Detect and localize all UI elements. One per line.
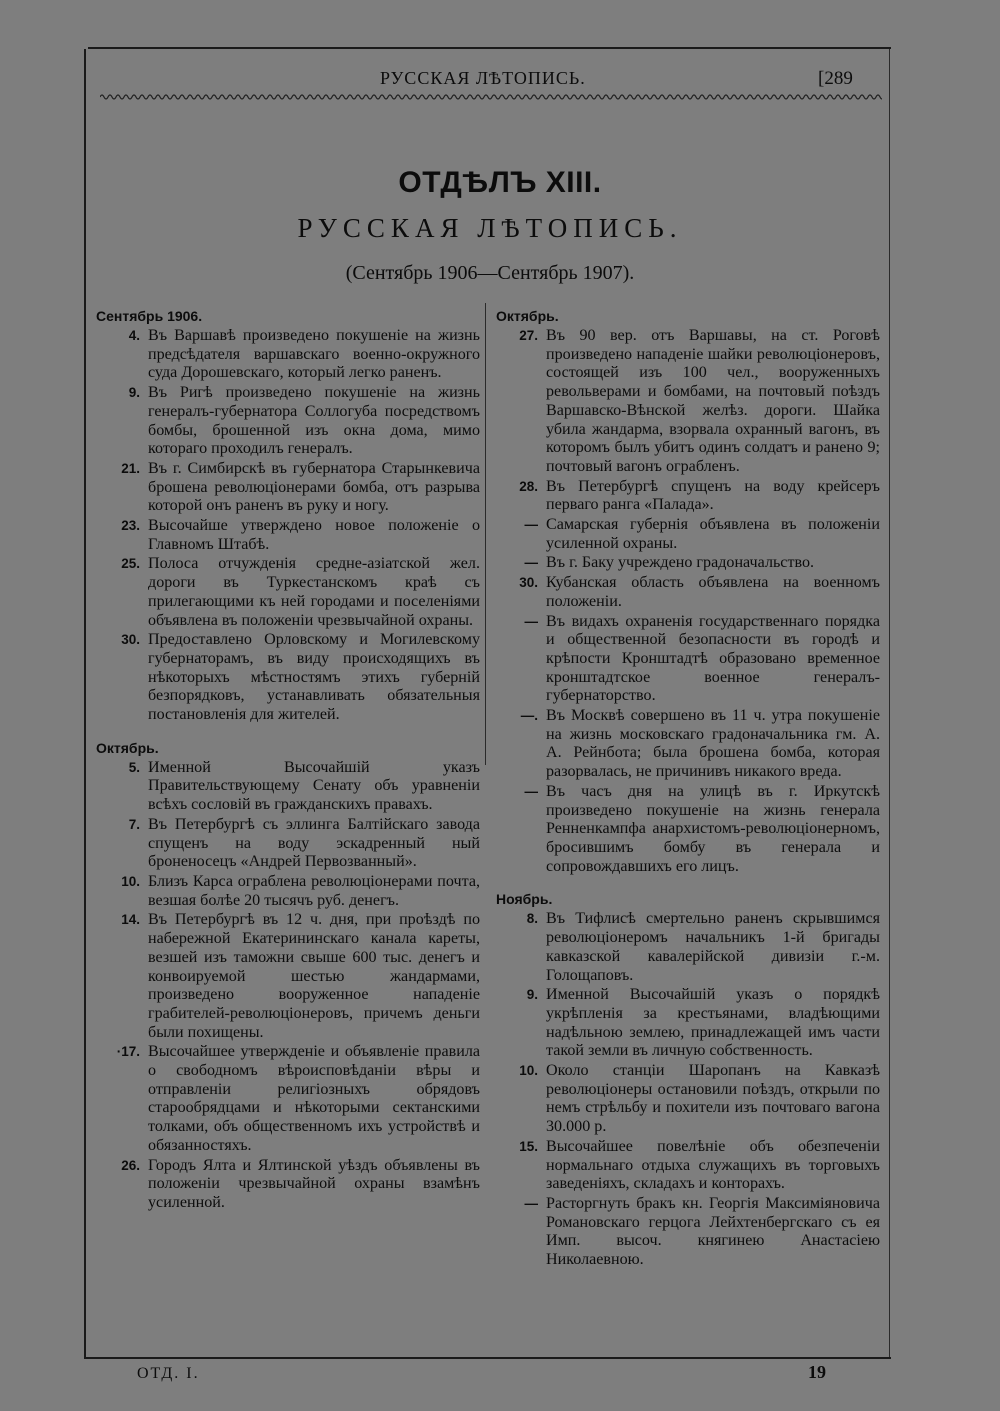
- chronicle-entry: [96, 517, 480, 554]
- chronicle-entry: [96, 460, 480, 516]
- entry-text: Предоставлено Орловскому и Могилевскому губернаторамъ, въ виду происходящихъ въ нѣкоторыхъ мѣстностямъ этихъ губерній безпорядковъ, устанавливать обязательныя постановленія для жителей.: [148, 631, 480, 724]
- entry-text: Въ Петербургѣ съ эллинга Балтійскаго завода спущенъ на воду эскадренный ный броненосецъ «Андрей Первозванный».: [148, 815, 480, 871]
- chronicle-entry: [496, 783, 880, 877]
- month-heading: Сентябрь 1906.: [96, 308, 203, 324]
- entry-date: 30.: [519, 575, 538, 591]
- entry-date: 14.: [121, 912, 140, 928]
- entry-text: Въ часъ дня на улицѣ въ г. Иркутскѣ произведено покушеніе на жизнь генерала Ренненкампфа анархистомъ-революціонерномъ, бросившимъ бомбу въ генерала и сопровождавшихъ его лицъ.: [546, 782, 880, 875]
- chronicle-entry: [496, 1062, 880, 1137]
- chronicle-entry: [96, 759, 480, 815]
- signature-mark: ОТД. I.: [137, 1365, 200, 1382]
- entry-date: —: [524, 555, 538, 571]
- chronicle-entry: [96, 1157, 480, 1213]
- entry-text: Именной Высочайшій указъ о порядкѣ укрѣпленія за крестьянами, владѣющими надѣльною землею, принадлежащей имъ части такой земли въ личную собственность.: [546, 986, 880, 1060]
- entry-date: 9.: [526, 987, 538, 1003]
- entry-date: 23.: [121, 518, 140, 534]
- entry-date: 8.: [526, 911, 538, 927]
- entry-text: Городъ Ялта и Ялтинской уѣздъ объявлены въ положеніи чрезвычайной охраны взамѣнъ усиленной.: [148, 1156, 480, 1211]
- decorative-wavy-rule: [100, 92, 882, 102]
- chronicle-entry: [496, 478, 880, 515]
- entry-text: Въ Петербургѣ въ 12 ч. дня, при проѣздѣ по набережной Екатерининскаго канала кареты, везшей изъ таможни свыше 600 тыс. денегъ и конвоируемой шестью жандармами, произведено вооруженное нападеніе грабителей-революціонеровъ, причемъ деньги были похищены.: [148, 911, 480, 1041]
- entry-text: Высочайшее повелѣніе объ обезпеченіи нормальнаго отдыха служащихъ въ торговыхъ заведеніяхъ, складахъ и конторахъ.: [546, 1137, 880, 1193]
- entry-date: 4.: [128, 328, 140, 343]
- chronicle-entry: [96, 555, 480, 630]
- frame-left-rule: [84, 49, 86, 1359]
- chronicle-entry: [96, 911, 480, 1042]
- section-heading: ОТДѢЛЪ XIII.: [398, 166, 602, 199]
- entry-text: Въ Петербургѣ спущенъ на воду крейсеръ перваго ранга «Палада».: [546, 477, 880, 514]
- entry-text: Кубанская область объявлена на военномъ положеніи.: [546, 574, 880, 610]
- chronicle-entry: [96, 384, 480, 459]
- entry-date: 10.: [121, 873, 140, 889]
- frame-bottom-rule: [84, 1357, 891, 1359]
- chronicle-entry: [496, 707, 880, 782]
- entry-date: —: [524, 517, 538, 533]
- entry-text: Самарская губернія объявлена въ положеніи усиленной охраны.: [546, 516, 880, 552]
- chronicle-entry: [96, 816, 480, 872]
- entry-text: Въ Варшавѣ произведено покушеніе на жизнь предсѣдателя варшавскаго военно-окружного суда Дорошевскаго, который легко раненъ.: [148, 327, 480, 382]
- chronicle-entry: [496, 327, 880, 477]
- month-heading: Ноябрь.: [496, 891, 553, 908]
- entry-date: 9.: [128, 385, 140, 401]
- chronicle-entry: [496, 986, 880, 1061]
- entry-date: 7.: [128, 816, 140, 832]
- chronicle-entry: [96, 631, 480, 725]
- entry-text: Въ Ригѣ произведено покушеніе на жизнь генералъ-губернатора Соллогуба посредствомъ бомбы, брошенной изъ окна дома, мимо котораго проходилъ генералъ.: [148, 384, 480, 458]
- section-period: (Сентябрь 1906—Сентябрь 1907).: [345, 262, 635, 284]
- entry-text: Въ 90 вер. отъ Варшавы, на ст. Роговѣ произведено нападеніе шайки революціонеровъ, состоящей изъ 100 чел., вооруженныхъ револьверами и бомбами, на почтовый поѣздъ Варшавско-Вѣнской желѣз. дороги. Шайка убила жандарма, взорвала охранный вагонъ, въ которомъ былъ убитъ одинъ солдатъ и ранено 9; почтовый вагонъ ограбленъ.: [546, 327, 880, 475]
- chronicle-entry: [496, 910, 880, 985]
- entry-text: Въ Тифлисѣ смертельно раненъ скрывшимся революціонеромъ начальникъ 1-й бригады кавказской кавалерійской дивизіи г.-м. Голощаповъ.: [546, 910, 880, 984]
- entry-date: —: [524, 1195, 538, 1211]
- entry-date: 15.: [519, 1138, 538, 1154]
- entry-date: 25.: [121, 556, 140, 572]
- chronicle-entry: [96, 1043, 480, 1155]
- chronicle-entry: [496, 554, 880, 573]
- month-heading: Октябрь.: [96, 739, 159, 756]
- month-heading: Октябрь.: [496, 308, 559, 324]
- entry-date: —: [524, 783, 538, 799]
- entry-text: Полоса отчужденія средне-азіатской жел. дороги въ Туркестанскомъ краѣ съ прилегающими къ ней городами и поселеніями объявлена въ положеніи чрезвычайной охраны.: [148, 555, 480, 629]
- entry-date: 26.: [121, 1157, 140, 1173]
- entry-date: ·17.: [116, 1044, 140, 1060]
- chronicle-entry: [96, 327, 480, 383]
- left-column: [96, 304, 480, 1214]
- entry-text: Высочайшее утвержденіе и объявленіе правила о свободномъ вѣроисповѣданіи вѣры и отправленіи религіозныхъ обрядовъ старообрядцами и нѣкоторыми сектанскими толками, объ общественномъ ихъ устройствѣ и обязанностяхъ.: [148, 1043, 480, 1154]
- entry-text: Высочайше утверждено новое положеніе о Главномъ Штабѣ.: [148, 517, 480, 553]
- chronicle-entry: [496, 574, 880, 611]
- entry-date: 10.: [519, 1063, 538, 1079]
- entry-text: Въ видахъ охраненія государственнаго порядка и общественной безопасности въ городѣ и крѣпости Кронштадтѣ образовано временное кронштадтское военное генералъ-губернаторство.: [546, 612, 880, 705]
- entry-text: Расторгнуть бракъ кн. Георгія Максиміяновича Романовскаго герцога Лейхтенбергскаго съ ея Имп. высоч. княгинею Анастасіею Николаевною.: [546, 1194, 880, 1269]
- entry-date: 28.: [519, 478, 538, 494]
- entry-date: —.: [520, 708, 538, 724]
- entry-text: Въ г. Симбирскѣ въ губернатора Старынкевича брошена революціонерами бомба, отъ разрыва которой онъ раненъ въ руку и ногу.: [148, 459, 480, 515]
- entry-date: —: [524, 613, 538, 629]
- right-column: [496, 304, 880, 1271]
- chronicle-entry: [496, 1138, 880, 1194]
- section-title: РУССКАЯ ЛѢТОПИСЬ.: [297, 213, 683, 243]
- entry-date: 5.: [128, 759, 140, 775]
- running-title: РУСCКАЯ ЛѢТОПИСЬ.: [380, 68, 586, 88]
- entry-text: Около станціи Шаропанъ на Кавказѣ революціонеры остановили поѣздъ, открыли по немъ стрѣльбу и похители изъ почтоваго вагона 30.000 р.: [546, 1062, 880, 1136]
- entry-text: Близъ Карса ограблена революціонерами почта, везшая болѣе 20 тысячъ руб. денегъ.: [148, 872, 480, 909]
- sheet-number: 19: [808, 1362, 826, 1382]
- entry-date: 27.: [519, 328, 538, 343]
- chronicle-entry: [496, 516, 880, 553]
- chronicle-entry: [496, 1195, 880, 1270]
- entry-text: Именной Высочайшій указъ Правительствующему Сенату объ уравненіи всѣхъ сословій въ гражданскихъ правахъ.: [148, 758, 480, 814]
- entry-date: 30.: [121, 632, 140, 648]
- frame-top-rule: [88, 47, 891, 49]
- frame-right-rule: [889, 49, 890, 1357]
- chronicle-entry: [496, 613, 880, 707]
- entry-date: 21.: [121, 460, 140, 476]
- page-number: [289: [818, 68, 853, 89]
- entry-text: Въ г. Баку учреждено градоначальство.: [546, 554, 815, 572]
- entry-text: Въ Москвѣ совершено въ 11 ч. утра покушеніе на жизнь московскаго градоначальника гм. А. А. Рейнбота; была брошена бомба, которая разорвалась, не причинивъ никакого вреда.: [546, 707, 880, 781]
- column-divider: [485, 303, 486, 765]
- chronicle-entry: [96, 873, 480, 910]
